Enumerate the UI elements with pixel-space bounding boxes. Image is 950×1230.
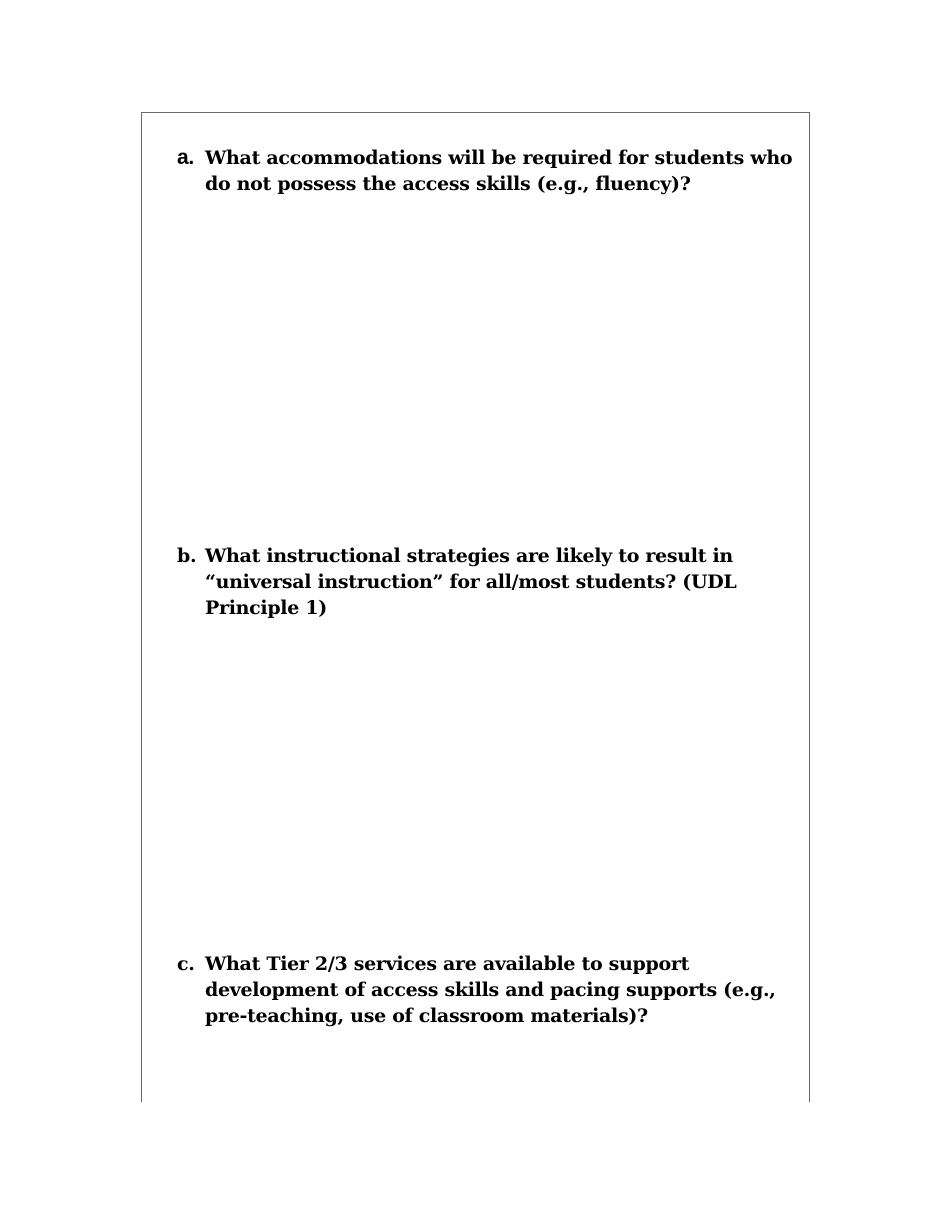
question-b — [177, 543, 737, 621]
question-label: b. — [177, 545, 197, 567]
question-a — [177, 145, 807, 197]
question-label: c. — [177, 953, 195, 975]
question-text: What accommodations will be required for students who do not possess the access skills (e.g., fluency)? — [205, 147, 793, 195]
question-c — [177, 951, 797, 1029]
question-text: What instructional strategies are likely to result in “universal instruction” for all/most students? (UDL Principle 1) — [205, 545, 737, 619]
question-label: a. — [177, 146, 194, 169]
question-text: What Tier 2/3 services are available to support development of access skills and pacing supports (e.g., pre-teaching, use of classroom materials)? — [205, 953, 776, 1027]
